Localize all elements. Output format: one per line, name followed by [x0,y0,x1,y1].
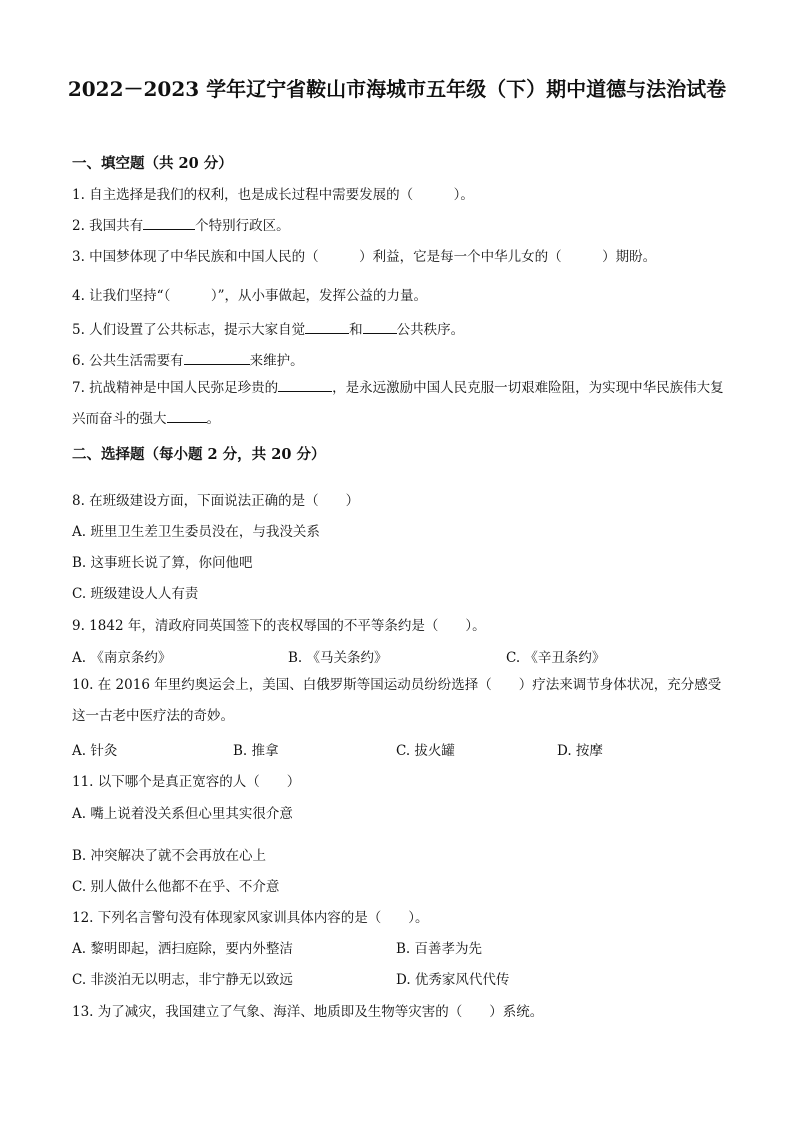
choice-option-9a: A. 《南京条约》 [72,650,172,666]
fill-question-7-text-a: 7. 抗战精神是中国人民弥足珍贵的 [72,380,279,396]
choice-option-9c: C. 《辛丑条约》 [506,650,606,666]
fill-question-2 [72,214,732,234]
choice-option-12c: C. 非淡泊无以明志，非宁静无以致远 [72,972,293,988]
fill-question-6-text-b: 来维护。 [249,353,304,369]
answer-blank [363,319,397,334]
fill-question-5 [72,318,732,338]
answer-blank [184,350,250,365]
choice-option-8a: A. 班里卫生差卫生委员没在，与我没关系 [72,524,320,540]
fill-question-4: 4. 让我们坚持“（ ）”，从小事做起，发挥公益的力量。 [72,288,427,304]
fill-question-6-text-a: 6. 公共生活需要有 [72,353,184,369]
choice-question-11: 11. 以下哪个是真正宽容的人（ ） [72,774,301,790]
answer-blank [305,319,349,334]
section-fill-heading: 一、填空题（共 20 分） [72,155,233,172]
choice-question-12: 12. 下列名言警句没有体现家风家训具体内容的是（ ）。 [72,910,429,926]
fill-question-2-text-a: 2. 我国共有 [72,218,144,234]
choice-question-13: 13. 为了减灾，我国建立了气象、海洋、地质即及生物等灾害的（ ）系统。 [72,1004,544,1020]
choice-option-9b: B. 《马关条约》 [288,650,388,666]
choice-question-8: 8. 在班级建设方面，下面说法正确的是（ ） [72,493,360,509]
choice-option-11a: A. 嘴上说着没关系但心里其实很介意 [72,806,293,822]
choice-question-10: 10. 在 2016 年里约奥运会上，美国、白俄罗斯等国运动员纷纷选择（ ）疗法来调节身体状况，充分感受这一古老中医疗法的奇妙。 [72,677,722,724]
choice-option-10d: D. 按摩 [557,743,603,759]
fill-question-7-text-c: 。 [206,411,220,427]
choice-option-10a: A. 针灸 [72,743,118,759]
choice-option-12d: D. 优秀家风代代传 [396,972,510,988]
choice-option-8b: B. 这事班长说了算，你问他吧 [72,555,253,571]
fill-question-7-text-b: ，是永远激励中国人民克服一切艰难险阻，为实现中华民族伟大复兴而奋斗的强大 [72,380,724,427]
choice-option-8c: C. 班级建设人人有责 [72,586,199,602]
fill-question-1: 1. 自主选择是我们的权利，也是成长过程中需要发展的（ ）。 [72,187,474,203]
fill-question-2-text-b: 个特别行政区。 [195,218,290,234]
choice-option-11b: B. 冲突解决了就不会再放在心上 [72,848,267,864]
fill-question-7 [72,373,732,435]
answer-blank [278,377,332,392]
choice-option-12b: B. 百善孝为先 [396,941,483,957]
fill-question-5-text-a: 5. 人们设置了公共标志，提示大家自觉 [72,322,306,338]
page-title: 2022－2023 学年辽宁省鞍山市海城市五年级（下）期中道德与法治试卷 [67,77,727,101]
answer-blank [167,408,207,423]
choice-option-11c: C. 别人做什么他都不在乎、不介意 [72,879,280,895]
section-choice-heading: 二、选择题（每小题 2 分，共 20 分） [72,446,326,463]
fill-question-5-text-c: 公共秩序。 [396,322,465,338]
choice-option-10c: C. 拔火罐 [396,743,455,759]
choice-option-12a: A. 黎明即起，洒扫庭除，要内外整洁 [72,941,293,957]
answer-blank [143,215,195,230]
choice-option-10b: B. 推拿 [233,743,279,759]
choice-question-9: 9. 1842 年，清政府同英国签下的丧权辱国的不平等条约是（ ）。 [72,618,486,634]
fill-question-3: 3. 中国梦体现了中华民族和中国人民的（ ）利益，它是每一个中华儿女的（ ）期盼。 [72,249,657,265]
fill-question-6 [72,349,732,369]
fill-question-5-text-b: 和 [349,322,363,338]
